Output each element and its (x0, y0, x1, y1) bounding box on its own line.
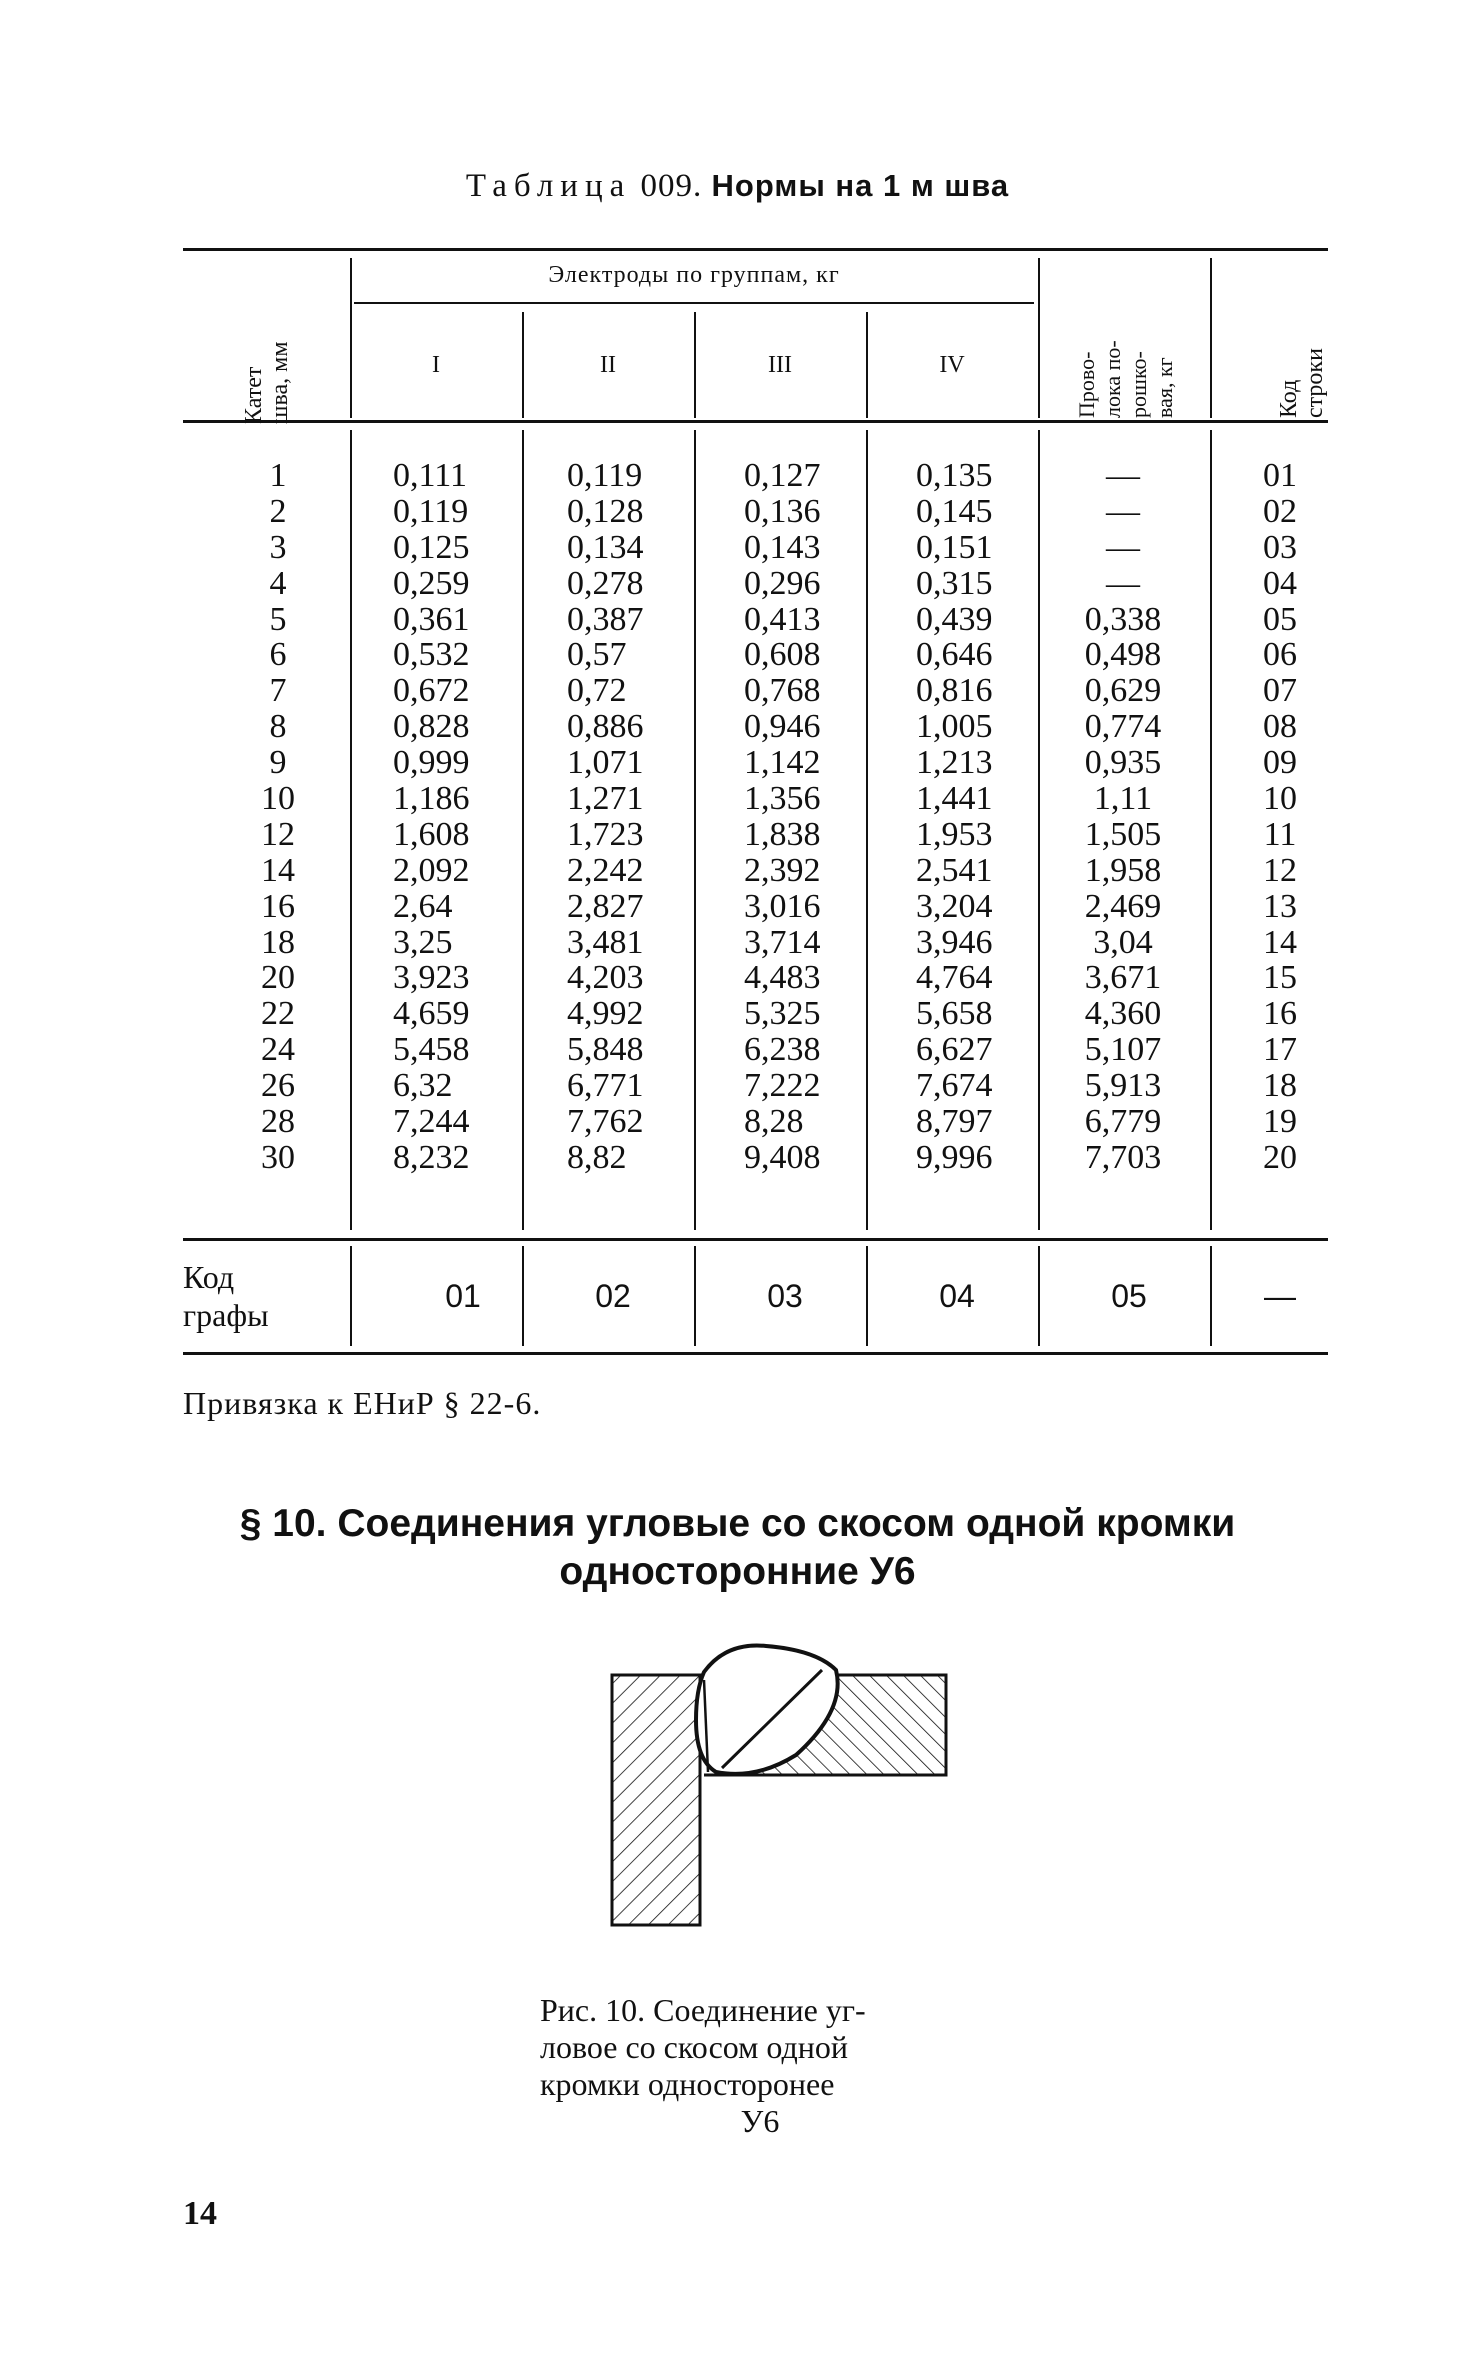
wire-cell: 0,629 (1084, 672, 1162, 710)
wire-cell: 0,498 (1084, 636, 1162, 674)
group-4-cell: 1,441 (916, 780, 993, 818)
group-2-cell: 0,886 (567, 708, 644, 746)
column-row-code (1240, 458, 1320, 1176)
header-vline (522, 312, 524, 418)
wire-cell: — (1106, 528, 1140, 566)
group-4-cell: 0,315 (916, 564, 993, 602)
group-1-cell: 1,186 (393, 780, 470, 818)
katet-cell: 18 (261, 923, 295, 961)
group-4-cell: 3,946 (916, 923, 993, 961)
katet-cell: 28 (261, 1103, 295, 1141)
group-1-cell: 0,111 (393, 457, 467, 494)
column-group-2 (567, 458, 687, 1176)
group-2-cell: 1,071 (567, 744, 644, 782)
footer-code-6: — (1264, 1278, 1296, 1314)
group-3-cell: 4,483 (744, 959, 821, 997)
katet-cell: 5 (269, 600, 287, 638)
row-code-cell: 02 (1263, 492, 1297, 530)
column-group-3 (744, 458, 864, 1176)
page-number: 14 (183, 2195, 217, 2232)
group-1-cell: 0,119 (393, 492, 469, 530)
group-4-cell: 6,627 (916, 1031, 993, 1069)
body-vline (866, 430, 868, 1230)
katet-cell: 2 (269, 492, 287, 530)
group-2-cell: 2,242 (567, 851, 644, 889)
group-3-cell: 0,946 (744, 708, 821, 746)
group-3-cell: 1,356 (744, 780, 821, 818)
katet-cell: 4 (269, 564, 287, 602)
group-3-cell: 7,222 (744, 1067, 821, 1105)
group-3-cell: 5,325 (744, 995, 821, 1033)
figure-caption: Рис. 10. Соединение уг- ловое со скосом одной кромки односторонее У6 (540, 1992, 866, 2139)
electrodes-underline (354, 302, 1034, 304)
group-3-cell: 0,413 (744, 600, 821, 638)
group-3-cell: 1,142 (744, 744, 821, 782)
group-1-cell: 2,092 (393, 851, 470, 889)
group-4-cell: 0,145 (916, 492, 993, 530)
group-4-cell: 1,953 (916, 815, 993, 853)
katet-cell: 22 (261, 995, 295, 1033)
group-3-cell: 3,016 (744, 887, 821, 925)
group-4-cell: 0,816 (916, 672, 993, 710)
header-group-3: III (768, 352, 792, 378)
group-2-cell: 0,119 (567, 457, 643, 494)
wire-cell: 3,04 (1093, 923, 1153, 961)
table-title-word: Таблица (465, 168, 632, 204)
row-code-cell: 15 (1263, 959, 1297, 997)
group-2-cell: 0,128 (567, 492, 644, 530)
group-2-cell: 0,387 (567, 600, 644, 638)
header-electrodes: Электроды по группам, кг (548, 262, 840, 288)
group-1-cell: 4,659 (393, 995, 470, 1033)
header-bottom-rule (183, 420, 1328, 423)
group-1-cell: 6,32 (393, 1067, 453, 1105)
footer-code-3: 03 (767, 1278, 803, 1314)
row-code-cell: 06 (1263, 636, 1297, 674)
body-vline (694, 430, 696, 1230)
group-1-cell: 5,458 (393, 1031, 470, 1069)
binding-note: Привязка к ЕНиР § 22-6. (183, 1385, 542, 1421)
body-vline (350, 430, 352, 1230)
group-1-cell: 0,259 (393, 564, 470, 602)
row-code-cell: 18 (1263, 1067, 1297, 1105)
row-code-cell: 09 (1263, 744, 1297, 782)
group-2-cell: 0,57 (567, 636, 627, 674)
katet-cell: 9 (269, 744, 287, 782)
group-2-cell: 0,134 (567, 528, 644, 566)
header-row-code: Код строки (1276, 348, 1328, 418)
header-wire: Прово- лока по- рошко- вая, кг (1074, 340, 1177, 418)
katet-cell: 12 (261, 815, 295, 853)
wire-cell: 4,360 (1084, 995, 1162, 1033)
row-code-cell: 17 (1263, 1031, 1297, 1069)
group-1-cell: 1,608 (393, 815, 470, 853)
group-1-cell: 2,64 (393, 887, 453, 925)
katet-cell: 24 (261, 1031, 295, 1069)
header-vline (1038, 258, 1040, 418)
wire-cell: 1,11 (1093, 780, 1153, 818)
group-2-cell: 6,771 (567, 1067, 644, 1105)
footer-label: Код графы (183, 1259, 269, 1333)
group-1-cell: 0,828 (393, 708, 470, 746)
table-title-number: 009. (640, 168, 703, 204)
group-1-cell: 0,532 (393, 636, 470, 674)
header-group-1: I (432, 352, 440, 378)
group-1-cell: 0,125 (393, 528, 470, 566)
group-3-cell: 0,143 (744, 528, 821, 566)
group-3-cell: 9,408 (744, 1138, 821, 1176)
body-vline (1210, 430, 1212, 1230)
wire-cell: 7,703 (1084, 1138, 1162, 1176)
group-2-cell: 0,72 (567, 672, 627, 710)
group-4-cell: 0,135 (916, 457, 993, 494)
group-3-cell: 0,768 (744, 672, 821, 710)
section-title-line-1: § 10. Соединения угловые со скосом одной кромки (239, 1502, 1236, 1545)
group-4-cell: 0,646 (916, 636, 993, 674)
group-3-cell: 0,127 (744, 457, 821, 494)
group-3-cell: 6,238 (744, 1031, 821, 1069)
row-code-cell: 01 (1263, 457, 1297, 494)
footer-vline (1038, 1246, 1040, 1346)
vertical-plate (612, 1675, 700, 1925)
table-top-rule (183, 248, 1328, 251)
group-2-cell: 4,203 (567, 959, 644, 997)
footer-code-4: 04 (939, 1278, 975, 1314)
body-vline (1038, 430, 1040, 1230)
footer-code-1: 01 (445, 1278, 481, 1314)
wire-cell: 1,505 (1084, 815, 1162, 853)
group-4-cell: 3,204 (916, 887, 993, 925)
group-2-cell: 5,848 (567, 1031, 644, 1069)
group-1-cell: 7,244 (393, 1103, 470, 1141)
katet-cell: 1 (269, 457, 287, 494)
header-vline (694, 312, 696, 418)
group-1-cell: 0,361 (393, 600, 470, 638)
body-bottom-rule (183, 1238, 1328, 1241)
wire-cell: — (1106, 457, 1140, 494)
group-3-cell: 1,838 (744, 815, 821, 853)
group-1-cell: 8,232 (393, 1138, 470, 1176)
group-2-cell: 2,827 (567, 887, 644, 925)
row-code-cell: 07 (1263, 672, 1297, 710)
group-3-cell: 0,608 (744, 636, 821, 674)
footer-code-2: 02 (595, 1278, 631, 1314)
header-vline (350, 258, 352, 418)
row-code-cell: 13 (1263, 887, 1297, 925)
group-4-cell: 5,658 (916, 995, 993, 1033)
row-code-cell: 04 (1263, 564, 1297, 602)
group-2-cell: 4,992 (567, 995, 644, 1033)
katet-cell: 10 (261, 780, 295, 818)
table-title-rest: Нормы на 1 м шва (711, 168, 1010, 203)
wire-cell: 1,958 (1084, 851, 1162, 889)
section-title (0, 1500, 1475, 1596)
katet-cell: 8 (269, 708, 287, 746)
footer-vline (350, 1246, 352, 1346)
group-4-cell: 2,541 (916, 851, 993, 889)
row-code-cell: 14 (1263, 923, 1297, 961)
header-group-2: II (600, 352, 616, 378)
row-code-cell: 08 (1263, 708, 1297, 746)
wire-cell: — (1106, 492, 1140, 530)
group-2-cell: 0,278 (567, 564, 644, 602)
row-code-cell: 10 (1263, 780, 1297, 818)
group-4-cell: 1,005 (916, 708, 993, 746)
column-katet (238, 458, 318, 1176)
group-4-cell: 1,213 (916, 744, 993, 782)
katet-cell: 7 (269, 672, 287, 710)
wire-cell: 0,774 (1084, 708, 1162, 746)
weld-joint-figure (596, 1640, 956, 1930)
katet-cell: 26 (261, 1067, 295, 1105)
group-4-cell: 8,797 (916, 1103, 993, 1141)
wire-cell: 0,338 (1084, 600, 1162, 638)
group-4-cell: 7,674 (916, 1067, 993, 1105)
row-code-cell: 03 (1263, 528, 1297, 566)
group-2-cell: 7,762 (567, 1103, 644, 1141)
group-1-cell: 0,672 (393, 672, 470, 710)
group-1-cell: 3,25 (393, 923, 453, 961)
table-bottom-rule (183, 1352, 1328, 1355)
wire-cell: — (1106, 564, 1140, 602)
katet-cell: 16 (261, 887, 295, 925)
table-title (0, 168, 1475, 205)
header-group-4: IV (939, 352, 965, 378)
group-3-cell: 8,28 (744, 1103, 804, 1141)
katet-cell: 14 (261, 851, 295, 889)
group-3-cell: 3,714 (744, 923, 821, 961)
row-code-cell: 20 (1263, 1138, 1297, 1176)
group-3-cell: 0,296 (744, 564, 821, 602)
katet-cell: 30 (261, 1138, 295, 1176)
column-group-1 (393, 458, 513, 1176)
group-1-cell: 3,923 (393, 959, 470, 997)
row-code-cell: 11 (1263, 815, 1297, 853)
group-2-cell: 8,82 (567, 1138, 627, 1176)
katet-cell: 3 (269, 528, 287, 566)
group-3-cell: 2,392 (744, 851, 821, 889)
katet-cell: 6 (269, 636, 287, 674)
header-katet: Катет шва, мм (241, 341, 293, 424)
row-code-cell: 16 (1263, 995, 1297, 1033)
row-code-cell: 19 (1263, 1103, 1297, 1141)
wire-cell: 3,671 (1084, 959, 1162, 997)
group-2-cell: 1,271 (567, 780, 644, 818)
group-4-cell: 0,439 (916, 600, 993, 638)
katet-cell: 20 (261, 959, 295, 997)
wire-cell: 5,913 (1084, 1067, 1162, 1105)
wire-cell: 5,107 (1084, 1031, 1162, 1069)
group-2-cell: 1,723 (567, 815, 644, 853)
wire-cell: 2,469 (1084, 887, 1162, 925)
group-4-cell: 9,996 (916, 1138, 993, 1176)
group-1-cell: 0,999 (393, 744, 470, 782)
footer-code-5: 05 (1111, 1278, 1147, 1314)
group-4-cell: 0,151 (916, 528, 993, 566)
row-code-cell: 05 (1263, 600, 1297, 638)
wire-cell: 6,779 (1084, 1103, 1162, 1141)
header-vline (1210, 258, 1212, 418)
wire-cell: 0,935 (1084, 744, 1162, 782)
section-title-line-2: односторонние У6 (559, 1550, 916, 1593)
group-4-cell: 4,764 (916, 959, 993, 997)
column-wire (1048, 458, 1198, 1176)
body-vline (522, 430, 524, 1230)
group-3-cell: 0,136 (744, 492, 821, 530)
footer-vline (866, 1246, 868, 1346)
row-code-cell: 12 (1263, 851, 1297, 889)
header-vline (866, 312, 868, 418)
footer-vline (694, 1246, 696, 1346)
column-group-4 (916, 458, 1036, 1176)
group-2-cell: 3,481 (567, 923, 644, 961)
